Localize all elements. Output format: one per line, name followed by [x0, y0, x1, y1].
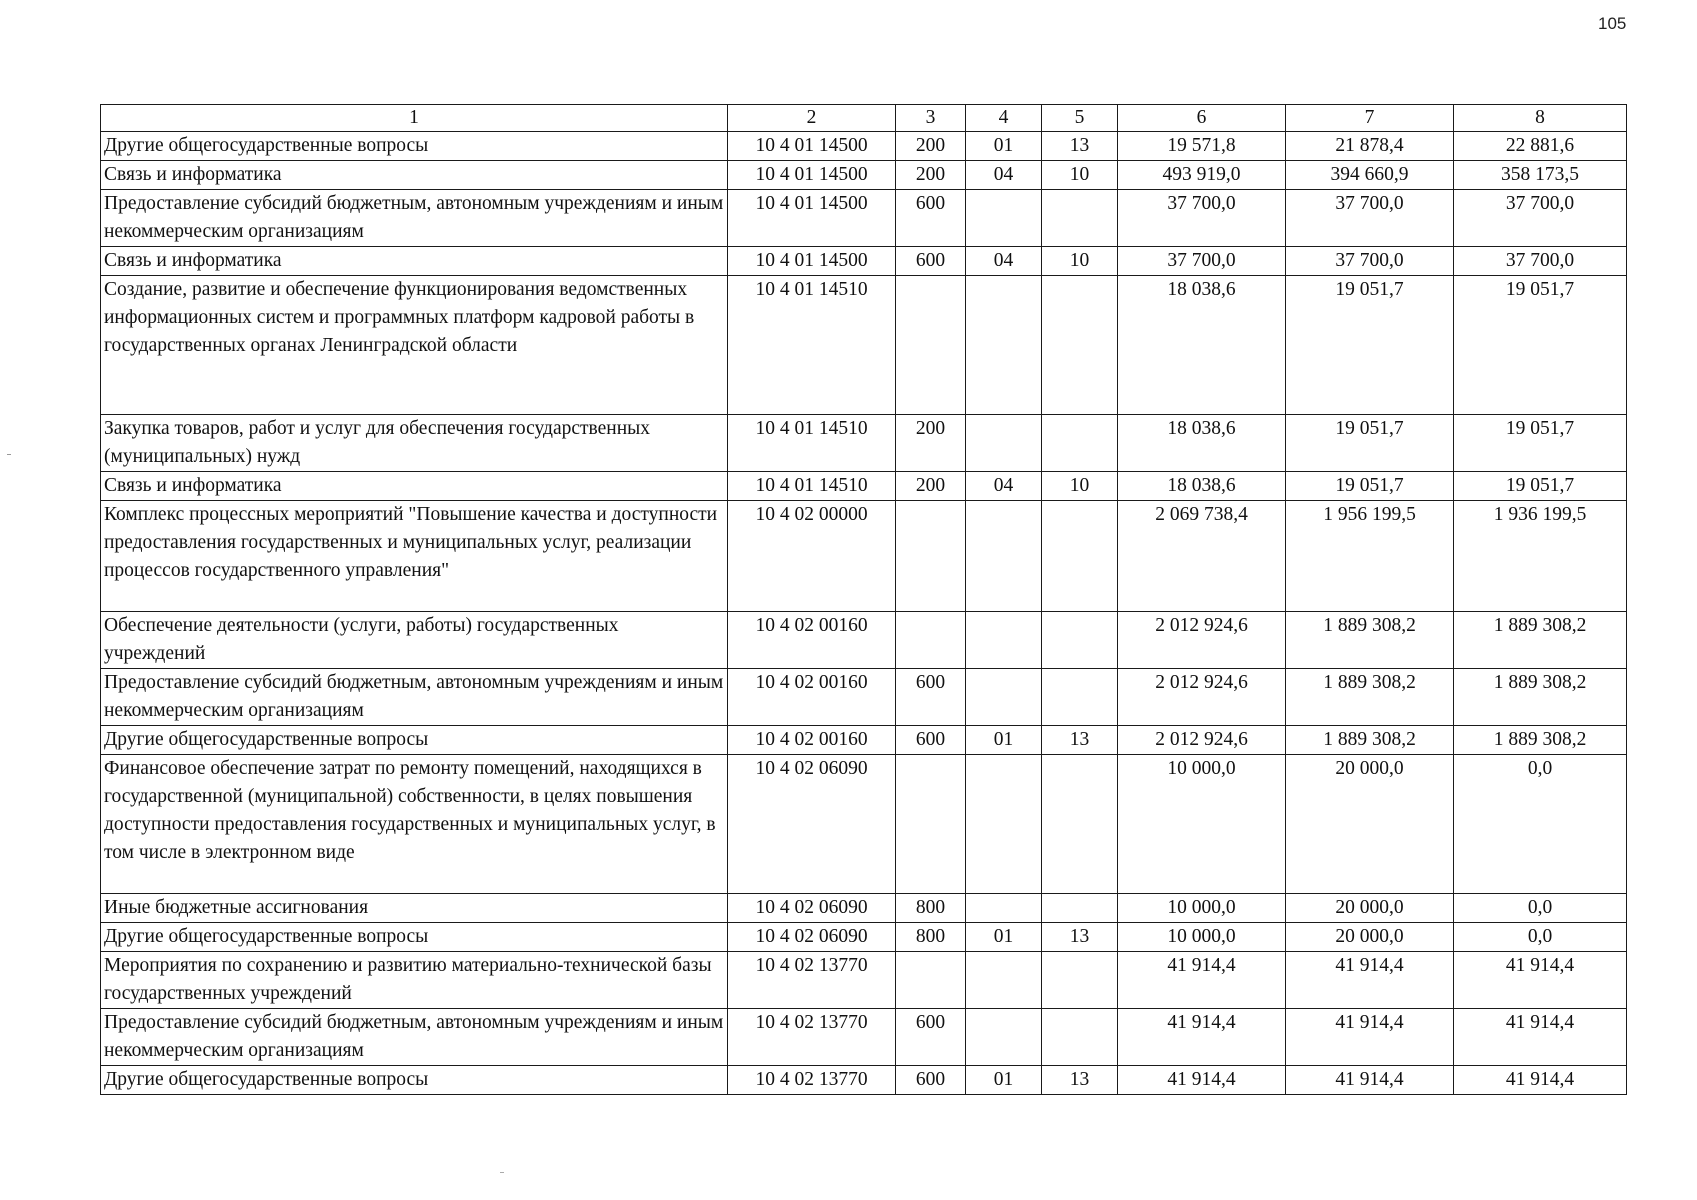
row-amount-col6-cell: 41 914,4: [1118, 952, 1286, 1009]
header-cell: 7: [1286, 105, 1454, 132]
row-code-cell: 10 4 01 14500: [728, 161, 896, 190]
row-amount-col6-cell: 493 919,0: [1118, 161, 1286, 190]
row-expense-type-cell: 600: [896, 1066, 966, 1095]
row-name-cell: Другие общегосударственные вопросы: [101, 132, 728, 161]
row-section-cell: [966, 755, 1042, 894]
row-section-cell: [966, 190, 1042, 247]
scan-artifact: [7, 454, 11, 455]
row-amount-col6-cell: 37 700,0: [1118, 247, 1286, 276]
table-row: [101, 1066, 1627, 1095]
row-amount-col8-cell: 41 914,4: [1454, 1066, 1627, 1095]
table-row: [101, 247, 1627, 276]
row-code-cell: 10 4 01 14510: [728, 472, 896, 501]
row-amount-col8-cell: 22 881,6: [1454, 132, 1627, 161]
row-amount-col8-cell: 37 700,0: [1454, 190, 1627, 247]
row-amount-col6-cell: 41 914,4: [1118, 1066, 1286, 1095]
header-cell: 4: [966, 105, 1042, 132]
table-row: [101, 612, 1627, 669]
row-subsection-cell: [1042, 276, 1118, 415]
row-amount-col8-cell: 1 889 308,2: [1454, 612, 1627, 669]
row-amount-col7-cell: 19 051,7: [1286, 472, 1454, 501]
row-code-cell: 10 4 02 06090: [728, 923, 896, 952]
row-subsection-cell: [1042, 612, 1118, 669]
row-name-cell: Закупка товаров, работ и услуг для обеспечения государственных (муниципальных) нужд: [101, 415, 728, 472]
row-amount-col8-cell: 1 936 199,5: [1454, 501, 1627, 612]
table-row: [101, 415, 1627, 472]
row-name-cell: Предоставление субсидий бюджетным, автономным учреждениям и иным некоммерческим организациям: [101, 669, 728, 726]
row-subsection-cell: [1042, 501, 1118, 612]
row-expense-type-cell: 200: [896, 472, 966, 501]
row-expense-type-cell: 200: [896, 132, 966, 161]
row-name-cell: Предоставление субсидий бюджетным, автономным учреждениям и иным некоммерческим организациям: [101, 190, 728, 247]
row-subsection-cell: [1042, 190, 1118, 247]
row-amount-col6-cell: 2 012 924,6: [1118, 669, 1286, 726]
row-amount-col6-cell: 19 571,8: [1118, 132, 1286, 161]
table-header-row: [101, 105, 1627, 132]
row-code-cell: 10 4 01 14500: [728, 132, 896, 161]
header-cell: 6: [1118, 105, 1286, 132]
row-amount-col7-cell: 41 914,4: [1286, 1066, 1454, 1095]
row-amount-col6-cell: 41 914,4: [1118, 1009, 1286, 1066]
row-amount-col7-cell: 37 700,0: [1286, 247, 1454, 276]
row-amount-col8-cell: 358 173,5: [1454, 161, 1627, 190]
row-section-cell: 04: [966, 161, 1042, 190]
row-amount-col7-cell: 20 000,0: [1286, 923, 1454, 952]
row-amount-col7-cell: 1 889 308,2: [1286, 612, 1454, 669]
header-cell: 1: [101, 105, 728, 132]
row-section-cell: [966, 669, 1042, 726]
row-name-cell: Связь и информатика: [101, 472, 728, 501]
row-expense-type-cell: 600: [896, 669, 966, 726]
row-name-cell: Связь и информатика: [101, 247, 728, 276]
row-section-cell: [966, 894, 1042, 923]
table-row: [101, 501, 1627, 612]
row-amount-col8-cell: 0,0: [1454, 923, 1627, 952]
table-row: [101, 669, 1627, 726]
row-subsection-cell: [1042, 415, 1118, 472]
row-name-cell: Другие общегосударственные вопросы: [101, 1066, 728, 1095]
row-name-cell: Другие общегосударственные вопросы: [101, 726, 728, 755]
row-subsection-cell: [1042, 952, 1118, 1009]
row-section-cell: 01: [966, 923, 1042, 952]
row-amount-col8-cell: 0,0: [1454, 894, 1627, 923]
row-code-cell: 10 4 01 14510: [728, 276, 896, 415]
row-section-cell: 04: [966, 472, 1042, 501]
row-name-cell: Предоставление субсидий бюджетным, автономным учреждениям и иным некоммерческим организациям: [101, 1009, 728, 1066]
row-subsection-cell: [1042, 894, 1118, 923]
row-name-cell: Связь и информатика: [101, 161, 728, 190]
header-cell: 3: [896, 105, 966, 132]
scan-artifact: [500, 1172, 504, 1173]
row-subsection-cell: 10: [1042, 247, 1118, 276]
row-expense-type-cell: [896, 276, 966, 415]
table-row: [101, 726, 1627, 755]
row-section-cell: 01: [966, 726, 1042, 755]
row-amount-col6-cell: 2 012 924,6: [1118, 726, 1286, 755]
row-expense-type-cell: 600: [896, 726, 966, 755]
row-name-cell: Мероприятия по сохранению и развитию материально-технической базы государственных учреждений: [101, 952, 728, 1009]
table-row: [101, 923, 1627, 952]
table-row: [101, 755, 1627, 894]
row-name-cell: Иные бюджетные ассигнования: [101, 894, 728, 923]
row-amount-col7-cell: 41 914,4: [1286, 1009, 1454, 1066]
row-amount-col6-cell: 10 000,0: [1118, 923, 1286, 952]
row-amount-col7-cell: 394 660,9: [1286, 161, 1454, 190]
row-amount-col7-cell: 19 051,7: [1286, 415, 1454, 472]
table-row: [101, 472, 1627, 501]
row-amount-col7-cell: 21 878,4: [1286, 132, 1454, 161]
table-row: [101, 190, 1627, 247]
row-amount-col6-cell: 37 700,0: [1118, 190, 1286, 247]
row-amount-col7-cell: 1 889 308,2: [1286, 726, 1454, 755]
row-section-cell: [966, 612, 1042, 669]
row-amount-col8-cell: 19 051,7: [1454, 276, 1627, 415]
row-expense-type-cell: 800: [896, 894, 966, 923]
row-code-cell: 10 4 02 06090: [728, 755, 896, 894]
row-expense-type-cell: 600: [896, 247, 966, 276]
row-expense-type-cell: 200: [896, 415, 966, 472]
row-section-cell: [966, 952, 1042, 1009]
header-cell: 5: [1042, 105, 1118, 132]
row-amount-col6-cell: 10 000,0: [1118, 755, 1286, 894]
row-amount-col6-cell: 2 012 924,6: [1118, 612, 1286, 669]
row-section-cell: 01: [966, 1066, 1042, 1095]
row-subsection-cell: [1042, 755, 1118, 894]
row-subsection-cell: 13: [1042, 923, 1118, 952]
table-row: [101, 894, 1627, 923]
row-code-cell: 10 4 02 13770: [728, 1009, 896, 1066]
table-row: [101, 132, 1627, 161]
row-subsection-cell: 13: [1042, 1066, 1118, 1095]
row-subsection-cell: [1042, 669, 1118, 726]
row-amount-col8-cell: 19 051,7: [1454, 472, 1627, 501]
row-amount-col6-cell: 18 038,6: [1118, 415, 1286, 472]
row-name-cell: Финансовое обеспечение затрат по ремонту помещений, находящихся в государственной (муниципальной) собственности, в целях повышения доступности предоставления государственных и муниципальных услуг, в том числе в электронном виде: [101, 755, 728, 894]
row-amount-col8-cell: 19 051,7: [1454, 415, 1627, 472]
row-expense-type-cell: [896, 501, 966, 612]
row-code-cell: 10 4 01 14500: [728, 247, 896, 276]
row-amount-col8-cell: 1 889 308,2: [1454, 669, 1627, 726]
row-subsection-cell: 13: [1042, 132, 1118, 161]
row-amount-col6-cell: 10 000,0: [1118, 894, 1286, 923]
row-amount-col7-cell: 19 051,7: [1286, 276, 1454, 415]
row-code-cell: 10 4 02 13770: [728, 952, 896, 1009]
row-section-cell: [966, 1009, 1042, 1066]
table-row: [101, 276, 1627, 415]
row-code-cell: 10 4 02 00160: [728, 612, 896, 669]
row-code-cell: 10 4 02 00000: [728, 501, 896, 612]
row-code-cell: 10 4 02 00160: [728, 669, 896, 726]
row-amount-col7-cell: 41 914,4: [1286, 952, 1454, 1009]
budget-table-container: [100, 104, 1626, 1095]
row-amount-col8-cell: 1 889 308,2: [1454, 726, 1627, 755]
page-number: 105: [1598, 14, 1627, 33]
row-amount-col6-cell: 18 038,6: [1118, 472, 1286, 501]
row-section-cell: [966, 415, 1042, 472]
row-name-cell: Обеспечение деятельности (услуги, работы) государственных учреждений: [101, 612, 728, 669]
row-subsection-cell: 13: [1042, 726, 1118, 755]
row-section-cell: 04: [966, 247, 1042, 276]
row-section-cell: [966, 276, 1042, 415]
table-row: [101, 952, 1627, 1009]
row-expense-type-cell: 600: [896, 1009, 966, 1066]
row-amount-col8-cell: 0,0: [1454, 755, 1627, 894]
row-amount-col7-cell: 20 000,0: [1286, 755, 1454, 894]
row-section-cell: 01: [966, 132, 1042, 161]
row-section-cell: [966, 501, 1042, 612]
row-expense-type-cell: 600: [896, 190, 966, 247]
table-row: [101, 161, 1627, 190]
row-code-cell: 10 4 02 06090: [728, 894, 896, 923]
row-name-cell: Комплекс процессных мероприятий "Повышение качества и доступности предоставления государственных и муниципальных услуг, реализации процессов государственного управления": [101, 501, 728, 612]
row-expense-type-cell: [896, 612, 966, 669]
row-amount-col6-cell: 18 038,6: [1118, 276, 1286, 415]
row-amount-col7-cell: 20 000,0: [1286, 894, 1454, 923]
row-code-cell: 10 4 02 13770: [728, 1066, 896, 1095]
header-cell: 8: [1454, 105, 1627, 132]
row-amount-col7-cell: 1 956 199,5: [1286, 501, 1454, 612]
row-amount-col7-cell: 1 889 308,2: [1286, 669, 1454, 726]
row-name-cell: Создание, развитие и обеспечение функционирования ведомственных информационных систем и программных платформ кадровой работы в государственных органах Ленинградской области: [101, 276, 728, 415]
row-code-cell: 10 4 01 14510: [728, 415, 896, 472]
table-body: [101, 105, 1627, 1095]
row-expense-type-cell: [896, 755, 966, 894]
row-expense-type-cell: [896, 952, 966, 1009]
row-subsection-cell: 10: [1042, 161, 1118, 190]
row-amount-col7-cell: 37 700,0: [1286, 190, 1454, 247]
budget-table: [100, 104, 1627, 1095]
row-subsection-cell: 10: [1042, 472, 1118, 501]
row-expense-type-cell: 800: [896, 923, 966, 952]
row-expense-type-cell: 200: [896, 161, 966, 190]
row-code-cell: 10 4 01 14500: [728, 190, 896, 247]
row-subsection-cell: [1042, 1009, 1118, 1066]
row-amount-col8-cell: 41 914,4: [1454, 952, 1627, 1009]
row-amount-col8-cell: 37 700,0: [1454, 247, 1627, 276]
table-row: [101, 1009, 1627, 1066]
header-cell: 2: [728, 105, 896, 132]
row-amount-col8-cell: 41 914,4: [1454, 1009, 1627, 1066]
row-code-cell: 10 4 02 00160: [728, 726, 896, 755]
row-amount-col6-cell: 2 069 738,4: [1118, 501, 1286, 612]
row-name-cell: Другие общегосударственные вопросы: [101, 923, 728, 952]
